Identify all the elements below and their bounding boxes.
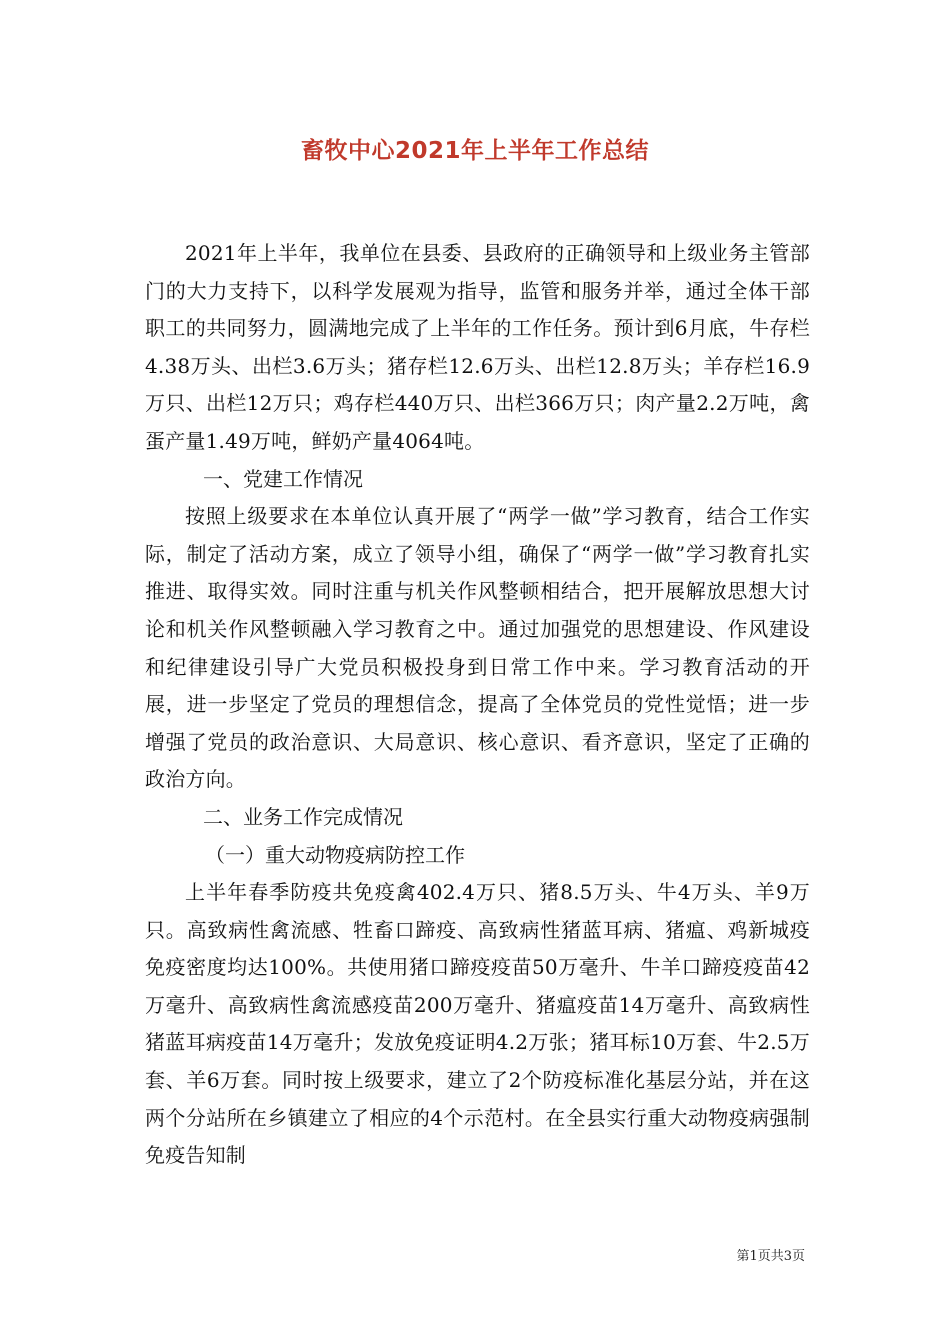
section-heading-party-building: 一、党建工作情况 [203, 466, 363, 491]
subsection-heading-epidemic-control: （一）重大动物疫病防控工作 [205, 842, 465, 867]
intro-paragraph: 2021年上半年，我单位在县委、县政府的正确领导和上级业务主管部门的大力支持下，以科学发展观为指导，监管和服务并举，通过全体干部职工的共同努力，圆满地完成了上半年的工作任务。预计到6月底，牛存栏4.38万头、出栏3.6万头；猪存栏12.6万头、出栏12.8万头；羊存栏16.9万只、出栏12万只；鸡存栏440万只、出栏366万只；肉产量2.2万吨，禽蛋产量1.49万吨，鲜奶产量4064吨。 [145, 241, 810, 453]
document-body [145, 235, 810, 1175]
section-heading-business-work: 二、业务工作完成情况 [203, 804, 403, 829]
page-number: 第1页共3页 [736, 1249, 805, 1264]
document-title: 畜牧中心2021年上半年工作总结 [300, 138, 649, 164]
party-building-paragraph: 按照上级要求在本单位认真开展了“两学一做”学习教育，结合工作实际，制定了活动方案，成立了领导小组，确保了“两学一做”学习教育扎实推进、取得实效。同时注重与机关作风整顿相结合，把开展解放思想大讨论和机关作风整顿融入学习教育之中。通过加强党的思想建设、作风建设和纪律建设引导广大党员积极投身到日常工作中来。学习教育活动的开展，进一步坚定了党员的理想信念，提高了全体党员的党性觉悟；进一步增强了党员的政治意识、大局意识、核心意识、看齐意识，坚定了正确的政治方向。 [145, 504, 810, 792]
epidemic-control-paragraph: 上半年春季防疫共免疫禽402.4万只、猪8.5万头、牛4万头、羊9万只。高致病性禽流感、牲畜口蹄疫、高致病性猪蓝耳病、猪瘟、鸡新城疫免疫密度均达100%。共使用猪口蹄疫疫苗50万毫升、牛羊口蹄疫疫苗42万毫升、高致病性禽流感疫苗200万毫升、猪瘟疫苗14万毫升、高致病性猪蓝耳病疫苗14万毫升；发放免疫证明4.2万张；猪耳标10万套、牛2.5万套、羊6万套。同时按上级要求，建立了2个防疫标准化基层分站，并在这两个分站所在乡镇建立了相应的4个示范村。在全县实行重大动物疫病强制免疫告知制 [145, 880, 810, 1168]
